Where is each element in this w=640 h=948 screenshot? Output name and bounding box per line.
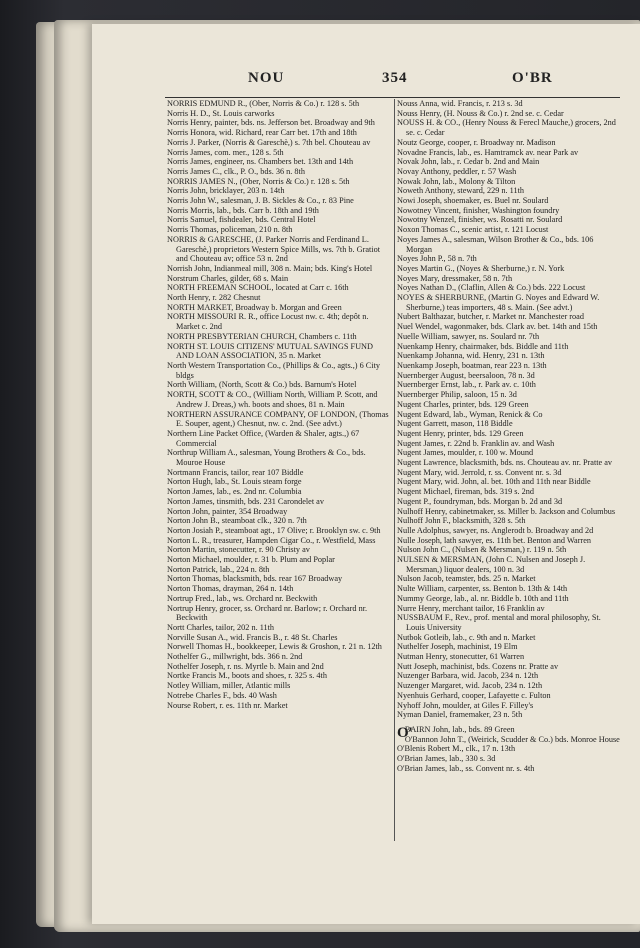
directory-entry: Nortmann Francis, tailor, rear 107 Biddle xyxy=(167,467,304,477)
directory-entry: Novak John, lab., r. Cedar b. 2nd and Main xyxy=(397,157,540,167)
directory-entry: Noweth Anthony, steward, 229 n. 11th xyxy=(397,186,525,196)
directory-entry: Norris Thomas, policeman, 210 n. 8th xyxy=(167,225,293,235)
directory-entry: Norris John, bricklayer, 203 n. 14th xyxy=(167,186,285,196)
directory-entry: Nouss Anna, wid. Francis, r. 213 s. 3d xyxy=(397,99,523,108)
directory-entry: Nuthelfer Joseph, machinist, 19 Elm xyxy=(397,642,518,652)
directory-entry: NORRIS EDMUND R., (Ober, Norris & Co.) r. 128 s. 5th xyxy=(167,99,360,108)
directory-entry: NUSSBAUM F., Rev., prof. mental and moral philosophy, St. Louis University xyxy=(397,613,601,632)
directory-entry: Norton John, painter, 354 Broadway xyxy=(167,506,288,516)
directory-entry: Nuzenger Margaret, wid. Jacob, 234 n. 12th xyxy=(397,681,543,691)
directory-entry: Noutz George, cooper, r. Broadway nr. Madison xyxy=(397,137,556,147)
directory-entry: Norstrum Charles, gilder, 68 s. Main xyxy=(167,273,289,283)
directory-entry: NORRIS JAMES N., (Ober, Norris & Co.) r. 128 s. 5th xyxy=(167,176,350,186)
directory-entry: Norris John W., salesman, J. B. Sickles & Co., r. 83 Pine xyxy=(167,196,354,206)
directory-entry: Norton Josiah P., steamboat agt., 17 Olive; r. Brooklyn sw. c. 9th xyxy=(167,525,381,535)
drop-letter: O' xyxy=(397,725,413,741)
directory-entry: Nugent Lawrence, blacksmith, bds. ns. Chouteau av. nr. Pratte av xyxy=(397,458,613,468)
directory-entry: O'Bannon John T., (Weirick, Scudder & Co.) bds. Monroe House xyxy=(404,734,620,744)
directory-entry: Norris Henry, painter, bds. ns. Jefferson bet. Broadway and 9th xyxy=(167,118,375,128)
directory-entry: BAIRN John, lab., bds. 89 Green xyxy=(404,725,515,734)
directory-entry: Nortrup Fred., lab., ws. Orchard nr. Beckwith xyxy=(167,593,318,603)
directory-entry: Nyenhuis Gerhard, cooper, Lafayette c. Fulton xyxy=(397,690,551,700)
directory-entry: NOUSS H. & CO., (Henry Nouss & Ferecl Mauche,) grocers, 2nd se. c. Cedar xyxy=(397,118,616,138)
directory-entry: Nugent Mary, wid. Jerrold, r. ss. Convent nr. s. 3d xyxy=(397,467,562,477)
directory-entry: Norton L. R., treasurer, Hampden Cigar Co., r. Westfield, Mass xyxy=(167,535,376,545)
directory-entry: North Henry, r. 282 Chesnut xyxy=(167,293,261,303)
directory-entry: Nurre Henry, merchant tailor, 16 Franklin av xyxy=(397,603,545,613)
left-column xyxy=(167,99,392,710)
directory-entry: NORTH MISSOURI R. R., office Locust nw. c. 4th; depôt n. Market c. 2nd xyxy=(167,312,369,332)
directory-entry: Nulle Adolphus, sawyer, ns. Anglerodt b. Broadway and 2d xyxy=(397,525,594,535)
directory-entry: Nyhoff John, moulder, at Giles F. Filley's xyxy=(397,700,534,710)
directory-entry: Noyes Mary, dressmaker, 58 n. 7th xyxy=(397,273,513,283)
running-head-left: NOU xyxy=(248,70,285,86)
directory-entry: Nugent Michael, fireman, bds. 319 s. 2nd xyxy=(397,487,535,497)
directory-entry: Nugent Garrett, mason, 118 Biddle xyxy=(397,419,513,429)
directory-entry: North William, (North, Scott & Co.) bds. Barnum's Hotel xyxy=(167,380,357,390)
directory-entry: Northrup William A., salesman, Young Brothers & Co., bds. Mouroe House xyxy=(167,448,366,468)
directory-entry: NORTH PRESBYTERIAN CHURCH, Chambers c. 11th xyxy=(167,331,357,341)
directory-entry: NOYES & SHERBURNE, (Martin G. Noyes and Edward W. Sherburne,) teas importers, 48 s. Main. (See advt.) xyxy=(397,293,600,312)
directory-entry: Norton Thomas, blacksmith, bds. rear 167 Broadway xyxy=(167,574,343,584)
directory-entry: Nutman Henry, stonecutter, 61 Warren xyxy=(397,652,525,662)
directory-entry: Nuzenger Barbara, wid. Jacob, 234 n. 12th xyxy=(397,671,539,681)
directory-entry: Nugent Edward, lab., Wyman, Renick & Co xyxy=(397,409,543,419)
directory-entry: Nuelle William, sawyer, ns. Soulard nr. 7th xyxy=(397,331,540,341)
directory-entry: Nulson Jacob, teamster, bds. 25 n. Market xyxy=(397,574,536,584)
directory-entry: Notley William, miller, Atlantic mills xyxy=(167,681,291,691)
directory-entry: Nuernberger Ernst, lab., r. Park av. c. 10th xyxy=(397,380,536,390)
directory-entry: Norton James, tinsmith, bds. 231 Carondelet av xyxy=(167,496,324,506)
directory-entry: Nyman Daniel, framemaker, 23 n. 5th xyxy=(397,710,523,720)
directory-entry: Norris Samuel, fishdealer, bds. Central Hotel xyxy=(167,215,316,225)
directory-entry: Nubert Balthazar, butcher, r. Market nr. Manchester road xyxy=(397,312,584,322)
directory-entry: Nugent Mary, wid. John, al. bet. 10th and 11th near Biddle xyxy=(397,477,591,487)
directory-entry: Notrebe Charles F., bds. 40 Wash xyxy=(167,690,277,700)
directory-entry: Norton Martin, stonecutter, r. 90 Christy av xyxy=(167,545,310,555)
directory-entry: Northern Line Packet Office, (Warden & Shaler, agts.,) 67 Commercial xyxy=(167,428,360,448)
directory-entry: Nulhoff Henry, cabinetmaker, ss. Miller b. Jackson and Columbus xyxy=(397,506,616,516)
header-rule xyxy=(165,97,620,98)
directory-entry: Nugent P., foundryman, bds. Morgan b. 2d and 3d xyxy=(397,496,563,506)
directory-entry: O'Brian James, lab., 330 s. 3d xyxy=(397,754,496,764)
directory-entry: NORTH FREEMAN SCHOOL, located at Carr c. 16th xyxy=(167,283,349,293)
directory-entry: Nuel Wendel, wagonmaker, bds. Clark av. bet. 14th and 15th xyxy=(397,322,598,332)
directory-entry: Norris H. D., St. Louis carworks xyxy=(167,108,275,118)
directory-entry: O'Brian James, lab., ss. Convent nr. s. 4th xyxy=(397,763,535,773)
directory-entry: O'Blenis Robert M., clk., 17 n. 13th xyxy=(397,744,516,754)
directory-entry: Nuenkamp Johanna, wid. Henry, 231 n. 13th xyxy=(397,351,545,361)
directory-entry: Noyes John P., 58 n. 7th xyxy=(397,254,477,264)
directory-entry: Nowotny Wenzel, finisher, ws. Rosatti nr. Soulard xyxy=(397,215,563,225)
directory-entry: Norris James C., clk., P. O., bds. 36 n. 8th xyxy=(167,166,305,176)
directory-entry: Noyes Nathan D., (Claflin, Allen & Co.) bds. 222 Locust xyxy=(397,283,586,293)
directory-entry: Nugent James, r. 22nd b. Franklin av. and Wash xyxy=(397,438,555,448)
directory-entry: NORTH ST. LOUIS CITIZENS' MUTUAL SAVINGS FUND AND LOAN ASSOCIATION, 35 n. Market xyxy=(167,341,373,361)
directory-entry: Nuernberger Philip, saloon, 15 n. 3d xyxy=(397,390,517,400)
directory-entry: North Western Transportation Co., (Phillips & Co., agts.,) 6 City bldgs xyxy=(167,360,381,380)
directory-entry: Norris James, com. mer., 128 s. 5th xyxy=(167,147,284,157)
page-number: 354 xyxy=(382,70,408,86)
directory-entry: Nortrup Henry, grocer, ss. Orchard nr. Barlow; r. Orchard nr. Beckwith xyxy=(167,603,368,623)
directory-entry: Nothelfer G., millwright, bds. 366 n. 2nd xyxy=(167,652,303,662)
directory-entry: Norris Honora, wid. Richard, rear Carr bet. 17th and 18th xyxy=(167,128,357,138)
directory-entry: NULSEN & MERSMAN, (John C. Nulsen and Joseph J. Mersman,) liquor dealers, 100 n. 3d xyxy=(397,555,586,574)
directory-entry: NORRIS & GARESCHE, (J. Parker Norris and Ferdinand L. Gareschè,) proprietors Western Spice Mills, ws. 7th b. Gratiot and Chouteau av; office 53 n. 2nd xyxy=(167,234,381,264)
directory-entry: Novadne Francis, lab., es. Hamtramck av. near Park av xyxy=(397,147,579,157)
directory-entry: Nuenkamp Joseph, boatman, rear 223 n. 13th xyxy=(397,360,547,370)
running-head-right: O'BR xyxy=(512,70,553,86)
directory-entry: Noxon Thomas C., scenic artist, r. 121 Locust xyxy=(397,225,549,235)
directory-entry: Nourse Robert, r. es. 11th nr. Market xyxy=(167,700,288,710)
directory-entry: Nowi Joseph, shoemaker, es. Buel nr. Soulard xyxy=(397,196,549,206)
directory-entry: Norton Thomas, drayman, 264 n. 14th xyxy=(167,584,294,594)
directory-entry: Norton Hugh, lab., St. Louis steam forge xyxy=(167,477,302,487)
directory-entry: Novay Anthony, peddler, r. 57 Wash xyxy=(397,166,517,176)
directory-entry: NORTHERN ASSURANCE COMPANY, OF LONDON, (Thomas E. Souper, agent,) Chesnut, nw. c. 2nd. (See advt.) xyxy=(167,409,389,429)
directory-entry: Norton John B., steamboat clk., 320 n. 7th xyxy=(167,516,307,526)
directory-entry: Nulle Joseph, lath sawyer, es. 11th bet. Benton and Warren xyxy=(397,535,591,545)
directory-entry: Norton Michael, moulder, r. 31 b. Plum and Poplar xyxy=(167,555,335,565)
directory-entry: Norris J. Parker, (Norris & Gareschè,) s. 7th bel. Chouteau av xyxy=(167,137,371,147)
directory-entry: Nuernberger August, beersaloon, 78 n. 3d xyxy=(397,370,535,380)
directory-entry: NORTH, SCOTT & CO., (William North, William P. Scott, and Andrew J. Dreas,) wh. boots and shoes, 81 n. Main xyxy=(167,390,378,409)
directory-entry: Nutt Joseph, machinist, bds. Cozens nr. Pratte av xyxy=(397,661,559,671)
directory-entry: Noyes Martin G., (Noyes & Sherburne,) r. N. York xyxy=(397,263,565,273)
directory-entry: Nulson John C., (Nulsen & Mersman,) r. 119 n. 5th xyxy=(397,545,567,555)
directory-entry: Nugent James, moulder, r. 100 w. Mound xyxy=(397,448,534,458)
directory-entry: Nortke Francis M., boots and shoes, r. 325 s. 4th xyxy=(167,671,327,681)
directory-entry: Nothelfer Joseph, r. ns. Myrtle b. Main and 2nd xyxy=(167,661,324,671)
directory-entry: Nugent Henry, printer, bds. 129 Green xyxy=(397,428,524,438)
directory-entry: Nowak John, lab., Molony & Tilton xyxy=(397,176,516,186)
obrian-section xyxy=(397,725,621,774)
directory-entry: Norris James, engineer, ns. Chambers bet. 13th and 14th xyxy=(167,157,354,167)
directory-entry: NORTH MARKET, Broadway b. Morgan and Green xyxy=(167,302,342,312)
directory-entry: Nortt Charles, tailor, 202 n. 11th xyxy=(167,622,275,632)
directory-entry: Nutbok Gotleib, lab., c. 9th and n. Market xyxy=(397,632,536,642)
directory-entry: Nuenkamp Henry, chairmaker, bds. Biddle and 11th xyxy=(397,341,569,351)
directory-entry: Norrish John, Indianmeal mill, 308 n. Main; bds. King's Hotel xyxy=(167,263,373,273)
directory-entry: Noyes James A., salesman, Wilson Brother & Co., bds. 106 Morgan xyxy=(397,234,594,254)
directory-entry: Nulte William, carpenter, ss. Benton b. 13th & 14th xyxy=(397,584,568,594)
directory-entry: Norton James, lab., es. 2nd nr. Columbia xyxy=(167,487,302,497)
column-divider xyxy=(394,99,395,841)
right-column xyxy=(397,99,621,774)
directory-entry: Norris Morris, lab., bds. Carr b. 18th and 19th xyxy=(167,205,319,215)
directory-entry: Norwell Thomas H., bookkeeper, Lewis & Groshon, r. 21 n. 12th xyxy=(167,642,382,652)
directory-entry: Nugent Charles, printer, bds. 129 Green xyxy=(397,399,529,409)
directory-entry: Norton Patrick, lab., 224 n. 8th xyxy=(167,564,270,574)
directory-entry: Nulhoff John F., blacksmith, 328 s. 5th xyxy=(397,516,526,526)
directory-entry: Norville Susan A., wid. Francis B., r. 48 St. Charles xyxy=(167,632,338,642)
directory-entry: Nouss Henry, (H. Nouss & Co.) r. 2nd se. c. Cedar xyxy=(397,108,564,118)
directory-entry: Nowotney Vincent, finisher, Washington foundry xyxy=(397,205,560,215)
directory-entry: Nummy George, lab., al. nr. Biddle b. 10th and 11th xyxy=(397,593,569,603)
